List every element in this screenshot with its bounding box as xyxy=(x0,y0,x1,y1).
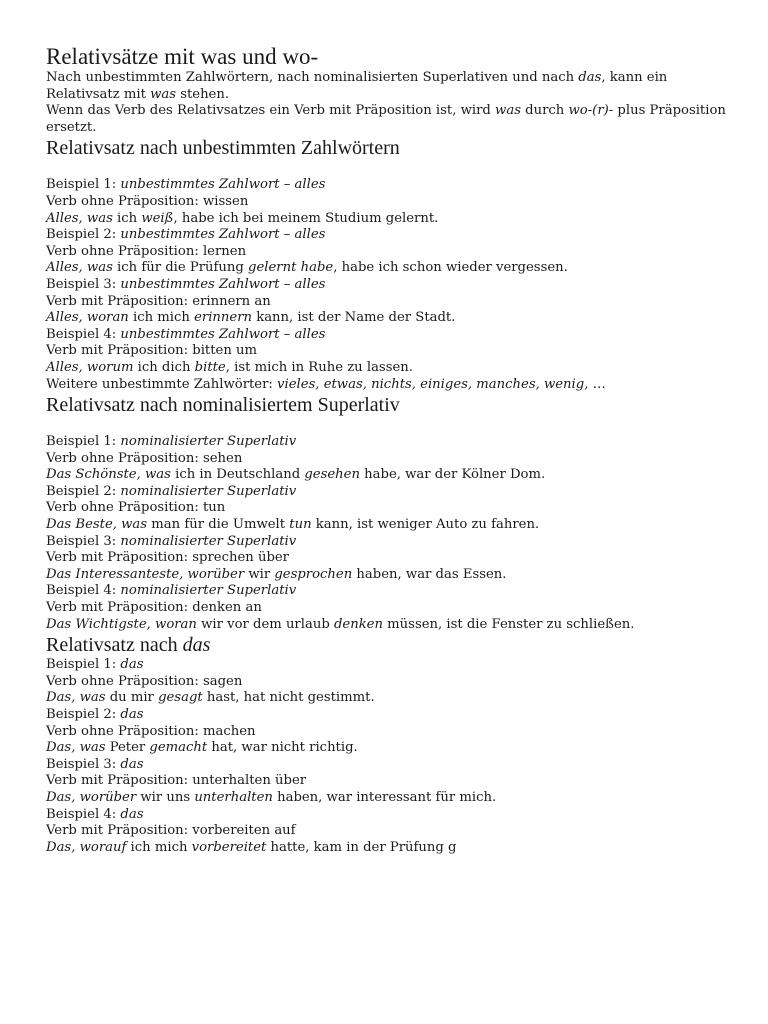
italic-text: das xyxy=(182,634,211,657)
italic-text: nominalisierter Superlativ xyxy=(120,483,297,499)
italic-text: unterhalten xyxy=(194,789,273,805)
text: Beispiel 1: xyxy=(46,434,121,450)
example-line xyxy=(46,617,736,634)
example-line xyxy=(46,377,736,394)
text: Beispiel 2: xyxy=(46,707,121,722)
text: Verb mit Präposition: bitten um xyxy=(46,343,258,359)
text: Beispiel 4: xyxy=(46,806,121,822)
section-heading-das xyxy=(46,633,736,657)
example-line xyxy=(46,451,736,468)
example-line xyxy=(46,583,736,600)
text: habe, war der Kölner Dom. xyxy=(359,467,546,483)
italic-text: vorbereitet xyxy=(191,839,267,855)
text: Verb mit Präposition: unterhalten über xyxy=(46,773,307,789)
text: durch xyxy=(520,103,569,119)
section-heading-zahlwoerter: Relativsatz nach unbestimmten Zahlwörtern xyxy=(46,137,400,160)
italic-text: wo-(r)- xyxy=(568,103,614,119)
text: Beispiel 1: xyxy=(46,657,121,673)
text: Beispiel 3: xyxy=(46,276,121,292)
text: hast, hat nicht gestimmt. xyxy=(202,690,375,706)
example-line xyxy=(46,260,736,277)
italic-text: gemacht xyxy=(149,740,208,756)
italic-text: gesehen xyxy=(304,467,360,483)
text: wir xyxy=(244,566,275,582)
italic-text: das xyxy=(578,70,602,85)
text: Beispiel 1: xyxy=(46,177,121,193)
italic-text: vieles, etwas, nichts, einiges, manches, wenig, … xyxy=(277,376,606,392)
page-title: Relativsätze mit was und wo- xyxy=(46,44,319,69)
text: , habe ich bei meinem Studium gelernt. xyxy=(173,210,439,226)
text: hatte, kam in der Prüfung g xyxy=(266,839,457,855)
example-line xyxy=(46,707,736,724)
text: Wenn das Verb des Relativsatzes ein Verb mit Präposition ist, wird xyxy=(46,103,496,119)
example-line xyxy=(46,534,736,551)
example-line xyxy=(46,657,736,674)
italic-text: was xyxy=(150,86,176,102)
section-das xyxy=(46,657,736,856)
text: wir vor dem urlaub xyxy=(196,616,334,632)
text: Beispiel 2: xyxy=(46,483,121,499)
italic-text: nominalisierter Superlativ xyxy=(120,583,297,599)
text: müssen, ist die Fenster zu schließen. xyxy=(382,616,635,632)
italic-text: unbestimmtes Zahlwort – alles xyxy=(120,177,326,193)
italic-text: nominalisierter Superlativ xyxy=(120,533,297,549)
example-line xyxy=(46,244,736,261)
text: wir uns xyxy=(136,789,195,805)
italic-text: was xyxy=(495,103,521,119)
example-line xyxy=(46,690,736,707)
example-line xyxy=(46,343,736,360)
text: Verb ohne Präposition: tun xyxy=(46,500,226,516)
text: Relativsatz nach xyxy=(46,634,183,657)
italic-text: Alles, woran xyxy=(46,310,129,326)
italic-text: tun xyxy=(289,517,312,533)
text: Verb ohne Präposition: lernen xyxy=(46,243,247,259)
italic-text: Das Interessanteste, worüber xyxy=(46,566,245,582)
text: kann, ist weniger Auto zu fahren. xyxy=(311,517,540,533)
italic-text: Das, worüber xyxy=(46,789,137,805)
text: Verb ohne Präposition: sagen xyxy=(46,673,243,689)
example-line xyxy=(46,790,736,807)
intro xyxy=(46,70,736,136)
example-line xyxy=(46,484,736,501)
text: Verb mit Präposition: vorbereiten auf xyxy=(46,823,296,839)
italic-text: Das, was xyxy=(46,740,106,756)
section-heading-superlativ: Relativsatz nach nominalisiertem Superlativ xyxy=(46,394,400,417)
document-page xyxy=(46,44,736,856)
italic-text: das xyxy=(120,707,144,722)
intro-paragraph-1 xyxy=(46,70,736,103)
italic-text: Das, was xyxy=(46,690,106,706)
italic-text: gesprochen xyxy=(274,566,353,582)
example-line xyxy=(46,434,736,451)
example-line xyxy=(46,840,736,857)
italic-text: das xyxy=(120,806,144,822)
text: Verb mit Präposition: sprechen über xyxy=(46,550,289,566)
text: Beispiel 2: xyxy=(46,227,121,243)
italic-text: Das Beste, was xyxy=(46,517,148,533)
text: ich mich xyxy=(128,310,195,326)
example-line xyxy=(46,773,736,790)
italic-text: Alles, worum xyxy=(46,359,134,375)
text: , habe ich schon wieder vergessen. xyxy=(333,260,568,276)
text: hat, war nicht richtig. xyxy=(207,740,358,756)
text: du mir xyxy=(105,690,159,706)
text: Verb ohne Präposition: sehen xyxy=(46,450,243,466)
text: Weitere unbestimmte Zahlwörter: xyxy=(46,376,278,392)
text: stehen. xyxy=(176,86,230,102)
example-line xyxy=(46,567,736,584)
text: Beispiel 4: xyxy=(46,583,121,599)
text: Verb ohne Präposition: machen xyxy=(46,723,256,739)
italic-text: das xyxy=(120,657,144,673)
text: Verb ohne Präposition: wissen xyxy=(46,193,249,209)
example-line xyxy=(46,517,736,534)
text: Nach unbestimmten Zahlwörtern, nach nominalisierten Superlativen und nach xyxy=(46,70,579,85)
italic-text: Das Schönste, was xyxy=(46,467,171,483)
section-superlativ xyxy=(46,434,736,633)
italic-text: unbestimmtes Zahlwort – alles xyxy=(120,227,326,243)
italic-text: bitte xyxy=(194,359,226,375)
example-line xyxy=(46,724,736,741)
text: ich dich xyxy=(133,359,195,375)
text: ich für die Prüfung xyxy=(112,260,249,276)
text: Verb mit Präposition: erinnern an xyxy=(46,293,271,309)
example-line xyxy=(46,757,736,774)
italic-text: Das Wichtigste, woran xyxy=(46,616,197,632)
italic-text: Das, worauf xyxy=(46,839,127,855)
text: , kann ein Relativsatz mit xyxy=(46,70,668,102)
example-line xyxy=(46,277,736,294)
text: ich xyxy=(112,210,142,226)
italic-text: gesagt xyxy=(158,690,203,706)
italic-text: unbestimmtes Zahlwort – alles xyxy=(120,276,326,292)
example-line xyxy=(46,360,736,377)
italic-text: unbestimmtes Zahlwort – alles xyxy=(120,326,326,342)
example-line xyxy=(46,294,736,311)
example-line xyxy=(46,211,736,228)
example-line xyxy=(46,600,736,617)
text: man für die Umwelt xyxy=(147,517,290,533)
text: kann, ist der Name der Stadt. xyxy=(252,310,456,326)
italic-text: Alles, was xyxy=(46,260,113,276)
text: , ist mich in Ruhe zu lassen. xyxy=(225,359,413,375)
example-line xyxy=(46,500,736,517)
example-line xyxy=(46,194,736,211)
intro-paragraph-2 xyxy=(46,103,736,136)
italic-text: weiß xyxy=(141,210,174,226)
italic-text: gelernt habe xyxy=(248,260,334,276)
text: Verb mit Präposition: denken an xyxy=(46,600,262,616)
italic-text: Alles, was xyxy=(46,210,113,226)
italic-text: nominalisierter Superlativ xyxy=(120,434,297,450)
italic-text: das xyxy=(120,756,144,772)
example-line xyxy=(46,310,736,327)
example-line xyxy=(46,327,736,344)
italic-text: erinnern xyxy=(194,310,253,326)
text: plus Präposition ersetzt. xyxy=(46,103,726,135)
text: Beispiel 4: xyxy=(46,326,121,342)
text: Peter xyxy=(105,740,150,756)
example-line xyxy=(46,467,736,484)
example-line xyxy=(46,674,736,691)
example-line xyxy=(46,550,736,567)
text: Beispiel 3: xyxy=(46,533,121,549)
example-line xyxy=(46,807,736,824)
text: Beispiel 3: xyxy=(46,756,121,772)
text: haben, war interessant für mich. xyxy=(272,789,497,805)
example-line xyxy=(46,740,736,757)
example-line xyxy=(46,227,736,244)
text: ich in Deutschland xyxy=(170,467,305,483)
text: ich mich xyxy=(126,839,192,855)
section-zahlwoerter xyxy=(46,177,736,393)
example-line xyxy=(46,177,736,194)
text: haben, war das Essen. xyxy=(352,566,507,582)
example-line xyxy=(46,823,736,840)
italic-text: denken xyxy=(333,616,383,632)
